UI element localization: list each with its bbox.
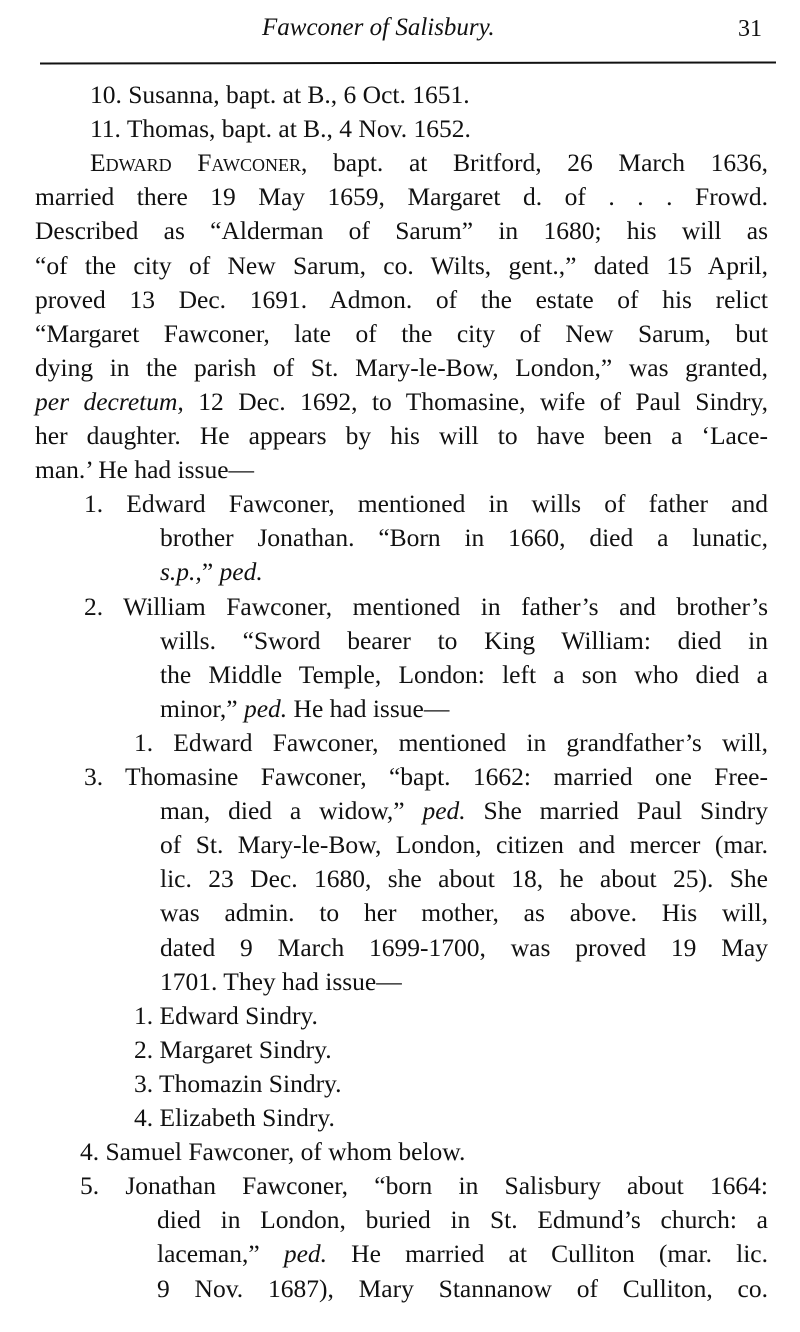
text-line: [35, 455, 768, 485]
text-line: [134, 728, 768, 758]
text-segment: died in London, buried in St. Edmund’s church: a: [157, 1205, 768, 1235]
text-line: [35, 251, 768, 281]
text-line: [134, 1035, 768, 1065]
text-segment: laceman,”: [157, 1239, 284, 1269]
text-segment: Described as “Alderman of Sarum” in 1680; his will as: [35, 216, 768, 246]
italic-text: ped.: [422, 796, 466, 826]
text-segment: married there 19 May 1659, Margaret d. of . . . Frowd.: [35, 182, 768, 212]
text-segment: dying in the parish of St. Mary-le-Bow, London,” was granted,: [35, 352, 768, 382]
text-segment: He married at Culliton (mar. lic.: [327, 1239, 768, 1269]
text-segment: man, died a widow,”: [160, 796, 423, 826]
text-line: [134, 1069, 768, 1099]
text-segment: He had issue—: [287, 693, 450, 723]
text-segment: dated 9 March 1699-1700, was proved 19 May: [160, 932, 768, 962]
running-head: [0, 14, 800, 48]
text-segment: “of the city of New Sarum, co. Wilts, gent.,” dated 15 April,: [35, 250, 768, 280]
text-segment: the Middle Temple, London: left a son who died a: [160, 659, 768, 689]
italic-text: ped.: [219, 557, 263, 587]
text-segment: 4. Samuel Fawconer, of whom below.: [80, 1137, 466, 1167]
text-segment: , bapt. at Britford, 26 March 1636,: [300, 148, 768, 178]
text-segment: 3. Thomasine Fawconer, “bapt. 1662: married one Free-: [84, 762, 768, 791]
text-segment: 9 Nov. 1687), Mary Stannanow of Culliton, co.: [157, 1273, 768, 1303]
text-segment: 10. Susanna, bapt. at B., 6 Oct. 1651.: [90, 80, 470, 109]
text-line: [160, 864, 768, 894]
text-segment: was admin. to her mother, as above. His will,: [160, 898, 768, 928]
text-segment: 1. Edward Fawconer, mentioned in grandfather’s will,: [134, 727, 768, 757]
italic-text: ped.: [243, 693, 288, 723]
text-line: [90, 148, 768, 178]
text-line: [84, 762, 768, 792]
text-segment: 2. Margaret Sindry.: [134, 1034, 332, 1064]
text-segment: minor,”: [160, 693, 244, 723]
header-rule: [40, 61, 776, 64]
text-line: [160, 830, 768, 860]
text-segment: 3. Thomazin Sindry.: [134, 1068, 342, 1098]
text-segment: She married Paul Sindry: [465, 796, 768, 826]
text-segment: 11. Thomas, bapt. at B., 4 Nov. 1652.: [90, 114, 471, 144]
italic-text: per decretum,: [35, 386, 184, 416]
text-segment: of St. Mary-le-Bow, London, citizen and mercer (mar.: [160, 830, 768, 860]
small-caps-name: Edward Fawconer: [90, 148, 301, 178]
running-title: Fawconer of Salisbury.: [262, 14, 495, 41]
text-line: [160, 694, 768, 724]
text-line: [160, 660, 768, 690]
text-line: [35, 387, 768, 417]
text-segment: her daughter. He appears by his will to have been a ‘Lace-: [35, 421, 768, 450]
text-line: [35, 285, 768, 315]
text-line: [160, 933, 768, 963]
text-line: [160, 796, 768, 826]
text-line: [157, 1205, 768, 1235]
text-line: [35, 353, 768, 383]
text-segment: 12 Dec. 1692, to Thomasine, wife of Paul Sindry,: [183, 386, 768, 416]
text-line: [35, 216, 768, 246]
text-segment: brother Jonathan. “Born in 1660, died a lunatic,: [160, 523, 768, 553]
text-segment: 1. Edward Sindry.: [134, 1000, 318, 1030]
text-segment: “Margaret Fawconer, late of the city of New Sarum, but: [35, 318, 768, 348]
text-segment: 4. Elizabeth Sindry.: [134, 1103, 335, 1132]
text-line: [90, 80, 768, 110]
text-line: [90, 114, 768, 144]
text-line: [35, 319, 768, 349]
text-line: [134, 1001, 768, 1031]
text-line: [80, 1171, 768, 1201]
text-segment: 1701. They had issue—: [160, 966, 402, 996]
text-segment: lic. 23 Dec. 1680, she about 18, he about 25). She: [160, 864, 768, 894]
text-line: [160, 967, 768, 997]
italic-text: ped.: [283, 1239, 328, 1269]
text-line: [160, 626, 768, 656]
text-line: [160, 523, 768, 553]
text-segment: 5. Jonathan Fawconer, “born in Salisbury about 1664:: [80, 1171, 768, 1201]
text-segment: 1. Edward Fawconer, mentioned in wills of father and: [84, 489, 768, 519]
text-line: [35, 182, 768, 212]
text-segment: proved 13 Dec. 1691. Admon. of the estate of his relict: [35, 284, 768, 314]
text-line: [35, 421, 768, 451]
text-line: [160, 557, 768, 587]
italic-text: s.p.,: [160, 557, 202, 587]
text-segment: man.’ He had issue—: [35, 455, 255, 485]
text-segment: 2. William Fawconer, mentioned in father’s and brother’s: [84, 591, 768, 621]
page-number: 31: [738, 16, 762, 42]
text-line: [160, 898, 768, 928]
text-segment: wills. “Sword bearer to King William: died in: [160, 625, 768, 655]
text-line: [134, 1103, 768, 1133]
text-segment: ”: [201, 557, 220, 587]
text-line: [80, 1137, 768, 1167]
text-line: [157, 1239, 768, 1269]
text-line: [157, 1274, 768, 1304]
text-line: [84, 592, 768, 622]
text-line: [84, 489, 768, 519]
